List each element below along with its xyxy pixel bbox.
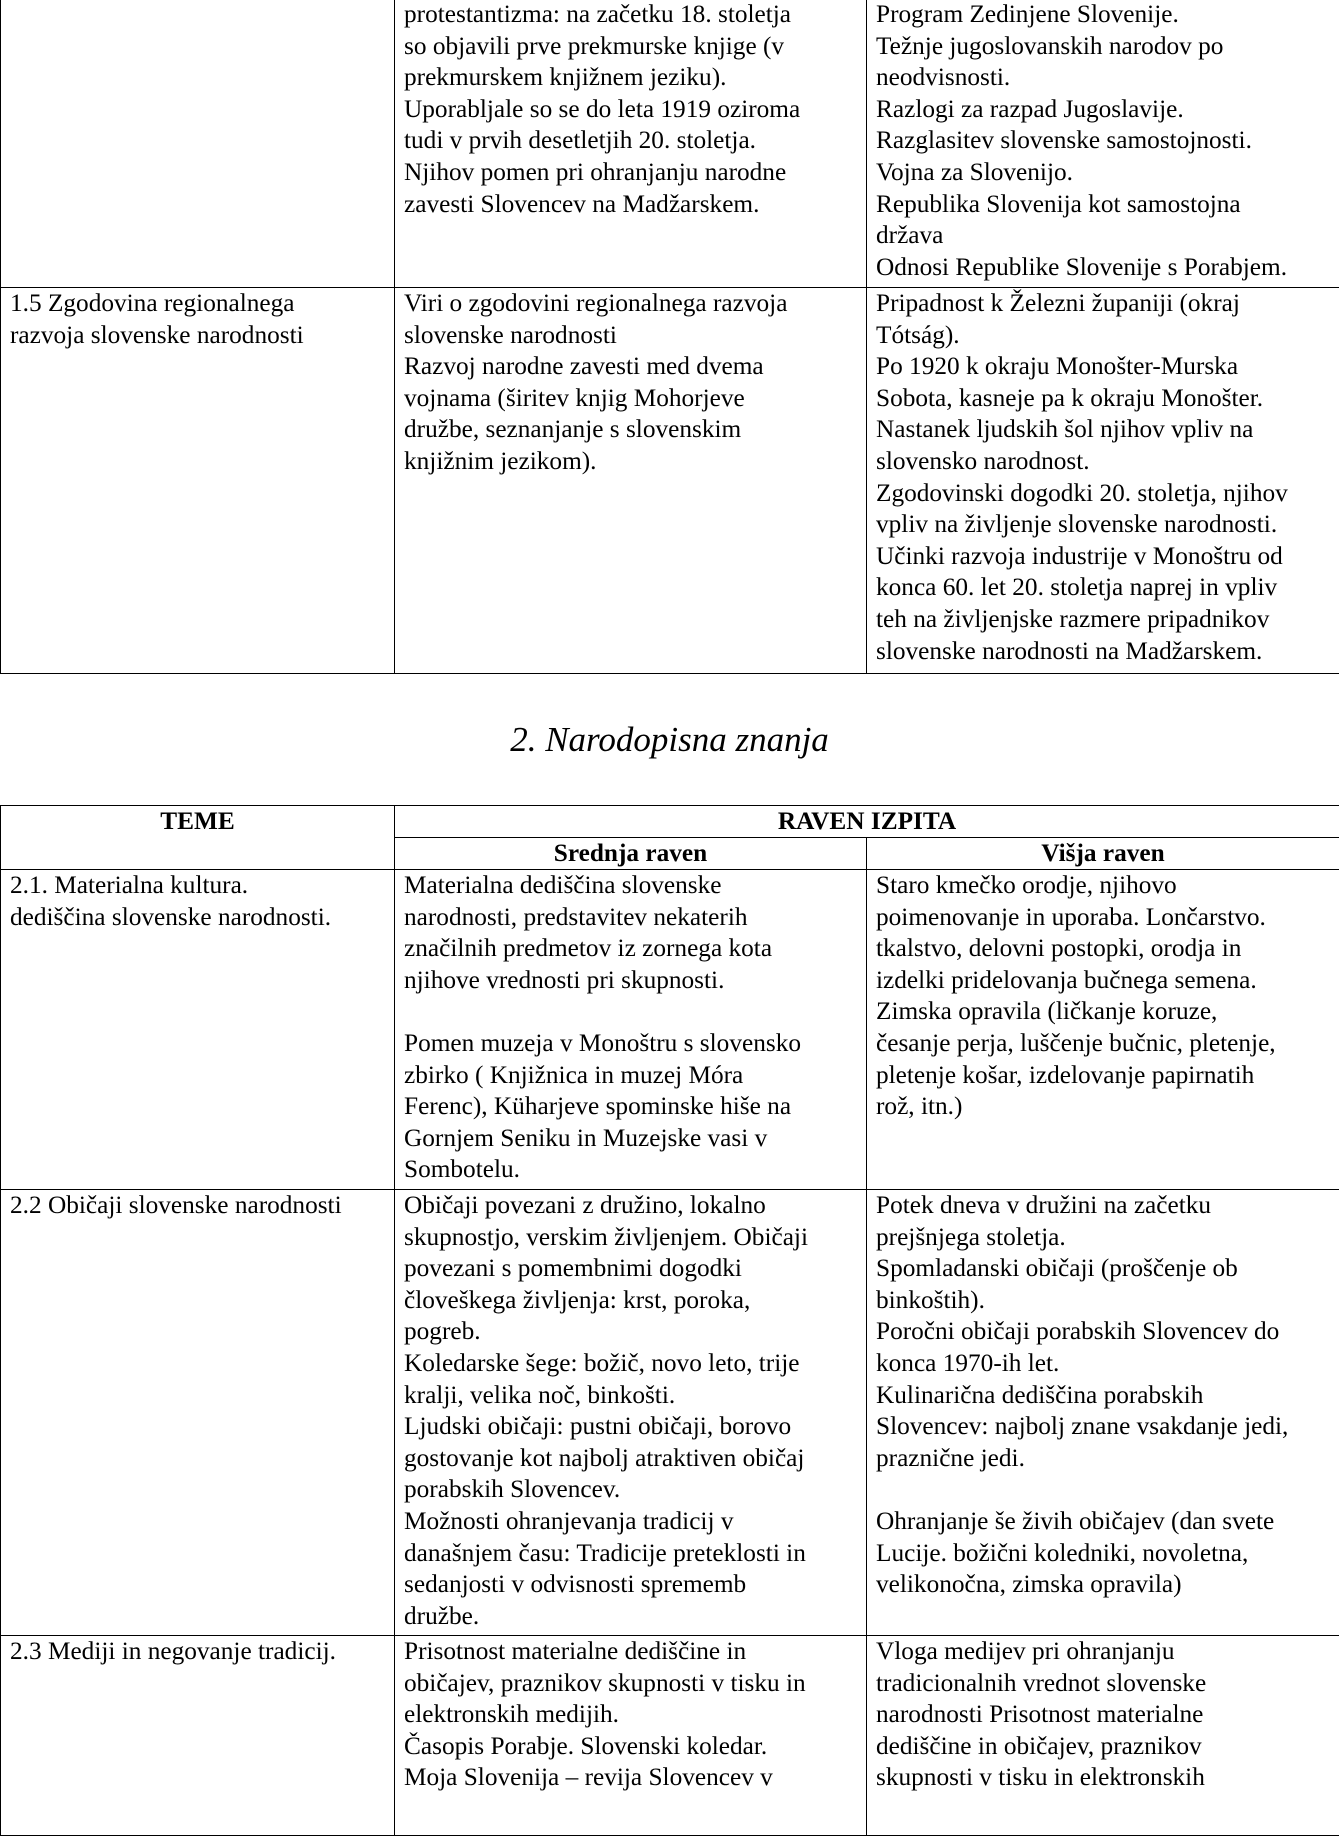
text-line: Koledarske šege: božič, novo leto, trije bbox=[404, 1348, 860, 1380]
text-line: Ljudski običaji: pustni običaji, borovo bbox=[404, 1411, 860, 1443]
text-line: običajev, praznikov skupnosti v tisku in bbox=[404, 1668, 860, 1700]
text-line: država bbox=[876, 220, 1333, 252]
text-line: teh na življenjske razmere pripadnikov bbox=[876, 604, 1333, 636]
text-line: povezani s pomembnimi dogodki bbox=[404, 1253, 860, 1285]
text-line: neodvisnosti. bbox=[876, 62, 1333, 94]
text-line: prejšnjega stoletja. bbox=[876, 1222, 1333, 1254]
text-line: Staro kmečko orodje, njihovo bbox=[876, 870, 1333, 902]
text-line: 1.5 Zgodovina regionalnega bbox=[10, 288, 388, 320]
text-line: Poročni običaji porabskih Slovencev do bbox=[876, 1316, 1333, 1348]
text-line: praznične jedi. bbox=[876, 1443, 1333, 1475]
text-line: narodnosti, predstavitev nekaterih bbox=[404, 902, 860, 934]
table-row bbox=[1, 870, 1339, 1190]
text-line: Vojna za Slovenijo. bbox=[876, 157, 1333, 189]
text-line: Slovencev: najbolj znane vsakdanje jedi, bbox=[876, 1411, 1333, 1443]
text-line: česanje perja, luščenje bučnic, pletenje, bbox=[876, 1028, 1333, 1060]
middle-level-cell bbox=[395, 1636, 867, 1836]
text-line: narodnosti Prisotnost materialne bbox=[876, 1699, 1333, 1731]
text-line: Pomen muzeja v Monoštru s slovensko bbox=[404, 1028, 860, 1060]
text-line: sedanjosti v odvisnosti sprememb bbox=[404, 1569, 860, 1601]
text-line: Njihov pomen pri ohranjanju narodne bbox=[404, 157, 860, 189]
text-line: zbirko ( Knjižnica in muzej Móra bbox=[404, 1060, 860, 1092]
topic-cell bbox=[1, 1636, 395, 1836]
topic-cell bbox=[1, 1190, 395, 1636]
section-title: 2. Narodopisna znanja bbox=[0, 718, 1339, 762]
text-line: velikonočna, zimska opravila) bbox=[876, 1569, 1333, 1601]
text-line: Običaji povezani z družino, lokalno bbox=[404, 1190, 860, 1222]
text-line: Po 1920 k okraju Monošter-Murska bbox=[876, 351, 1333, 383]
middle-level-cell bbox=[395, 288, 867, 674]
text-line: Uporabljale so se do leta 1919 oziroma bbox=[404, 94, 860, 126]
higher-level-cell bbox=[867, 0, 1339, 288]
text-line: Vloga medijev pri ohranjanju bbox=[876, 1636, 1333, 1668]
column-header-middle-level: Srednja raven bbox=[395, 838, 867, 870]
blank-line bbox=[404, 996, 860, 1028]
text-line: razvoja slovenske narodnosti bbox=[10, 320, 388, 352]
table-row bbox=[1, 288, 1339, 674]
column-header-topics: TEME bbox=[1, 806, 395, 870]
text-line: Sobota, kasneje pa k okraju Monošter. bbox=[876, 383, 1333, 415]
text-line: slovenske narodnosti bbox=[404, 320, 860, 352]
text-line: dediščina slovenske narodnosti. bbox=[10, 902, 388, 934]
text-line: vojnama (širitev knjig Mohorjeve bbox=[404, 383, 860, 415]
text-line: njihove vrednosti pri skupnosti. bbox=[404, 965, 860, 997]
text-line: izdelki pridelovanja bučnega semena. bbox=[876, 965, 1333, 997]
text-line: človeškega življenja: krst, poroka, bbox=[404, 1285, 860, 1317]
middle-level-cell bbox=[395, 870, 867, 1190]
text-line: prekmurskem knjižnem jeziku). bbox=[404, 62, 860, 94]
text-line: družbe. bbox=[404, 1601, 860, 1633]
text-line: so objavili prve prekmurske knjige (v bbox=[404, 31, 860, 63]
column-header-exam-level: RAVEN IZPITA bbox=[395, 806, 1339, 838]
text-line: porabskih Slovencev. bbox=[404, 1474, 860, 1506]
table-header-row bbox=[1, 806, 1339, 838]
text-line: Razvoj narodne zavesti med dvema bbox=[404, 351, 860, 383]
text-line: Spomladanski običaji (proščenje ob bbox=[876, 1253, 1333, 1285]
middle-level-cell bbox=[395, 0, 867, 288]
text-line: Materialna dediščina slovenske bbox=[404, 870, 860, 902]
text-line: Ohranjanje še živih običajev (dan svete bbox=[876, 1506, 1333, 1538]
text-line: Učinki razvoja industrije v Monoštru od bbox=[876, 541, 1333, 573]
higher-level-cell bbox=[867, 1190, 1339, 1636]
text-line: Potek dneva v družini na začetku bbox=[876, 1190, 1333, 1222]
text-line: Zimska opravila (ličkanje koruze, bbox=[876, 996, 1333, 1028]
text-line: Viri o zgodovini regionalnega razvoja bbox=[404, 288, 860, 320]
text-line: elektronskih medijih. bbox=[404, 1699, 860, 1731]
text-line: Ferenc), Küharjeve spominske hiše na bbox=[404, 1091, 860, 1123]
text-line: Moja Slovenija – revija Slovencev v bbox=[404, 1762, 860, 1794]
text-line: Kulinarična dediščina porabskih bbox=[876, 1380, 1333, 1412]
text-line: tradicionalnih vrednot slovenske bbox=[876, 1668, 1333, 1700]
text-line: Razlogi za razpad Jugoslavije. bbox=[876, 94, 1333, 126]
text-line: Razglasitev slovenske samostojnosti. bbox=[876, 125, 1333, 157]
text-line: Republika Slovenija kot samostojna bbox=[876, 189, 1333, 221]
text-line: skupnosti v tisku in elektronskih bbox=[876, 1762, 1333, 1794]
text-line: Gornjem Seniku in Muzejske vasi v bbox=[404, 1123, 860, 1155]
text-line: Prisotnost materialne dediščine in bbox=[404, 1636, 860, 1668]
text-line: pogreb. bbox=[404, 1316, 860, 1348]
text-line: konca 60. let 20. stoletja naprej in vpliv bbox=[876, 572, 1333, 604]
text-line: tudi v prvih desetletjih 20. stoletja. bbox=[404, 125, 860, 157]
table-row bbox=[1, 0, 1339, 288]
column-header-higher-level: Višja raven bbox=[867, 838, 1339, 870]
text-line: knjižnim jezikom). bbox=[404, 446, 860, 478]
text-line: poimenovanje in uporaba. Lončarstvo. bbox=[876, 902, 1333, 934]
text-line: Težnje jugoslovanskih narodov po bbox=[876, 31, 1333, 63]
middle-level-cell bbox=[395, 1190, 867, 1636]
text-line: 2.3 Mediji in negovanje tradicij. bbox=[10, 1636, 388, 1668]
text-line: Lucije. božični koledniki, novoletna, bbox=[876, 1538, 1333, 1570]
text-line: skupnostjo, verskim življenjem. Običaji bbox=[404, 1222, 860, 1254]
text-line: gostovanje kot najbolj atraktiven običaj bbox=[404, 1443, 860, 1475]
topic-cell bbox=[1, 870, 395, 1190]
text-line: kralji, velika noč, binkošti. bbox=[404, 1380, 860, 1412]
text-line: družbe, seznanjanje s slovenskim bbox=[404, 414, 860, 446]
table-row bbox=[1, 1190, 1339, 1636]
ethnography-table bbox=[0, 805, 1339, 1836]
text-line: tkalstvo, delovni postopki, orodja in bbox=[876, 933, 1333, 965]
text-line: 2.2 Običaji slovenske narodnosti bbox=[10, 1190, 388, 1222]
text-line: Zgodovinski dogodki 20. stoletja, njihov bbox=[876, 478, 1333, 510]
text-line: Odnosi Republike Slovenije s Porabjem. bbox=[876, 252, 1333, 284]
text-line: slovensko narodnost. bbox=[876, 446, 1333, 478]
higher-level-cell bbox=[867, 1636, 1339, 1836]
text-line: Sombotelu. bbox=[404, 1154, 860, 1186]
higher-level-cell bbox=[867, 288, 1339, 674]
text-line: dediščine in običajev, praznikov bbox=[876, 1731, 1333, 1763]
text-line: konca 1970-ih let. bbox=[876, 1348, 1333, 1380]
table-row bbox=[1, 1636, 1339, 1836]
text-line: protestantizma: na začetku 18. stoletja bbox=[404, 0, 860, 31]
text-line: Časopis Porabje. Slovenski koledar. bbox=[404, 1731, 860, 1763]
blank-line bbox=[876, 1474, 1333, 1506]
history-table-continued bbox=[0, 0, 1339, 674]
text-line: Nastanek ljudskih šol njihov vpliv na bbox=[876, 414, 1333, 446]
text-line: pletenje košar, izdelovanje papirnatih bbox=[876, 1060, 1333, 1092]
text-line: zavesti Slovencev na Madžarskem. bbox=[404, 189, 860, 221]
text-line: vpliv na življenje slovenske narodnosti. bbox=[876, 509, 1333, 541]
text-line: 2.1. Materialna kultura. bbox=[10, 870, 388, 902]
text-line: Program Zedinjene Slovenije. bbox=[876, 0, 1333, 31]
text-line: Tótság). bbox=[876, 320, 1333, 352]
topic-cell bbox=[1, 288, 395, 674]
text-line: Možnosti ohranjevanja tradicij v bbox=[404, 1506, 860, 1538]
higher-level-cell bbox=[867, 870, 1339, 1190]
text-line: slovenske narodnosti na Madžarskem. bbox=[876, 636, 1333, 668]
text-line: Pripadnost k Železni županiji (okraj bbox=[876, 288, 1333, 320]
text-line: binkoštih). bbox=[876, 1285, 1333, 1317]
topic-cell bbox=[1, 0, 395, 288]
text-line: rož, itn.) bbox=[876, 1091, 1333, 1123]
text-line: značilnih predmetov iz zornega kota bbox=[404, 933, 860, 965]
text-line: današnjem času: Tradicije preteklosti in bbox=[404, 1538, 860, 1570]
